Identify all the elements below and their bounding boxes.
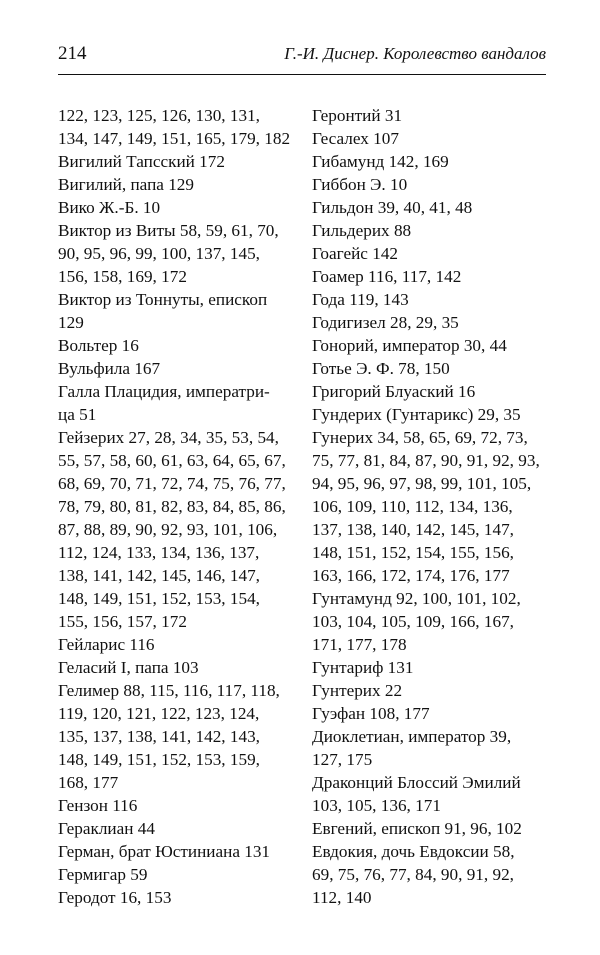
index-line: Гильдерих 88 bbox=[312, 221, 412, 240]
index-line: Вигилий Тапсский 172 bbox=[58, 152, 225, 171]
index-line: Гунерих 34, 58, 65, 69, 72, 73, bbox=[312, 428, 528, 447]
index-line: Гиббон Э. 10 bbox=[312, 175, 408, 194]
running-title: Г.-И. Диснер. Королевство вандалов bbox=[284, 44, 546, 63]
index-line: Гунтамунд 92, 100, 101, 102, bbox=[312, 589, 521, 608]
index-line: 69, 75, 76, 77, 84, 90, 91, 92, bbox=[312, 865, 514, 884]
index-line: 148, 149, 151, 152, 153, 154, bbox=[58, 589, 260, 608]
index-left-column bbox=[58, 104, 300, 909]
index-line: 103, 105, 136, 171 bbox=[312, 796, 441, 815]
index-line: 134, 147, 149, 151, 165, 179, 182 bbox=[58, 129, 291, 148]
index-line: Гераклиан 44 bbox=[58, 819, 155, 838]
index-line: 68, 69, 70, 71, 72, 74, 75, 76, 77, bbox=[58, 474, 286, 493]
index-line: Гонорий, император 30, 44 bbox=[312, 336, 507, 355]
index-line: 171, 177, 178 bbox=[312, 635, 407, 654]
index-line: Евгений, епископ 91, 96, 102 bbox=[312, 819, 522, 838]
index-line: Гильдон 39, 40, 41, 48 bbox=[312, 198, 473, 217]
index-line: Драконций Блоссий Эмилий bbox=[312, 773, 521, 792]
index-line: 168, 177 bbox=[58, 773, 119, 792]
index-line: 75, 77, 81, 84, 87, 90, 91, 92, 93, bbox=[312, 451, 540, 470]
index-line: 55, 57, 58, 60, 61, 63, 64, 65, 67, bbox=[58, 451, 286, 470]
header-rule bbox=[58, 74, 546, 75]
index-line: Геласий I, папа 103 bbox=[58, 658, 199, 677]
index-line: Готье Э. Ф. 78, 150 bbox=[312, 359, 450, 378]
index-line: 106, 109, 110, 112, 134, 136, bbox=[312, 497, 513, 516]
index-line: 148, 149, 151, 152, 153, 159, bbox=[58, 750, 260, 769]
index-line: Вигилий, папа 129 bbox=[58, 175, 194, 194]
index-line: Гензон 116 bbox=[58, 796, 138, 815]
index-line: 122, 123, 125, 126, 130, 131, bbox=[58, 106, 260, 125]
index-line: 148, 151, 152, 154, 155, 156, bbox=[312, 543, 514, 562]
index-line: Годигизел 28, 29, 35 bbox=[312, 313, 459, 332]
index-line: ца 51 bbox=[58, 405, 97, 424]
page-header bbox=[58, 34, 546, 78]
index-line: Вольтер 16 bbox=[58, 336, 139, 355]
index-line: Герман, брат Юстиниана 131 bbox=[58, 842, 271, 861]
index-line: Года 119, 143 bbox=[312, 290, 409, 309]
index-line: Евдокия, дочь Евдоксии 58, bbox=[312, 842, 515, 861]
index-line: 112, 124, 133, 134, 136, 137, bbox=[58, 543, 260, 562]
index-line: 90, 95, 96, 99, 100, 137, 145, bbox=[58, 244, 260, 263]
index-line: 155, 156, 157, 172 bbox=[58, 612, 187, 631]
index-line: Гермигар 59 bbox=[58, 865, 148, 884]
index-line: 163, 166, 172, 174, 176, 177 bbox=[312, 566, 510, 585]
index-line: Гелимер 88, 115, 116, 117, 118, bbox=[58, 681, 280, 700]
index-line: Гибамунд 142, 169 bbox=[312, 152, 449, 171]
index-line: Виктор из Виты 58, 59, 61, 70, bbox=[58, 221, 279, 240]
index-line: 129 bbox=[58, 313, 84, 332]
index-line: Гунтерих 22 bbox=[312, 681, 403, 700]
index-line: Гоагейс 142 bbox=[312, 244, 399, 263]
index-line: 78, 79, 80, 81, 82, 83, 84, 85, 86, bbox=[58, 497, 286, 516]
index-line: Геродот 16, 153 bbox=[58, 888, 172, 907]
index-line: Гундерих (Гунтарикс) 29, 35 bbox=[312, 405, 521, 424]
index-line: Диоклетиан, император 39, bbox=[312, 727, 512, 746]
index-line: Вульфила 167 bbox=[58, 359, 161, 378]
index-line: 138, 141, 142, 145, 146, 147, bbox=[58, 566, 260, 585]
index-line: Гуэфан 108, 177 bbox=[312, 704, 430, 723]
index-line: 112, 140 bbox=[312, 888, 372, 907]
index-line: Геронтий 31 bbox=[312, 106, 403, 125]
index-line: Виктор из Тоннуты, епископ bbox=[58, 290, 268, 309]
page-number: 214 bbox=[58, 43, 87, 64]
index-line: 103, 104, 105, 109, 166, 167, bbox=[312, 612, 514, 631]
index-line: 137, 138, 140, 142, 145, 147, bbox=[312, 520, 514, 539]
index-line: Галла Плацидия, императри- bbox=[58, 382, 270, 401]
index-line: 119, 120, 121, 122, 123, 124, bbox=[58, 704, 260, 723]
index-line: 127, 175 bbox=[312, 750, 373, 769]
index-line: 135, 137, 138, 141, 142, 143, bbox=[58, 727, 260, 746]
index-line: Гунтариф 131 bbox=[312, 658, 414, 677]
index-line: 87, 88, 89, 90, 92, 93, 101, 106, bbox=[58, 520, 278, 539]
index-right-column bbox=[312, 104, 550, 909]
index-line: Гоамер 116, 117, 142 bbox=[312, 267, 462, 286]
index-line: Вико Ж.-Б. 10 bbox=[58, 198, 161, 217]
index-line: 156, 158, 169, 172 bbox=[58, 267, 187, 286]
index-line: Гесалех 107 bbox=[312, 129, 399, 148]
index-line: 94, 95, 96, 97, 98, 99, 101, 105, bbox=[312, 474, 532, 493]
index-line: Гейзерих 27, 28, 34, 35, 53, 54, bbox=[58, 428, 279, 447]
index-line: Гейларис 116 bbox=[58, 635, 155, 654]
index-line: Григорий Блуаский 16 bbox=[312, 382, 476, 401]
